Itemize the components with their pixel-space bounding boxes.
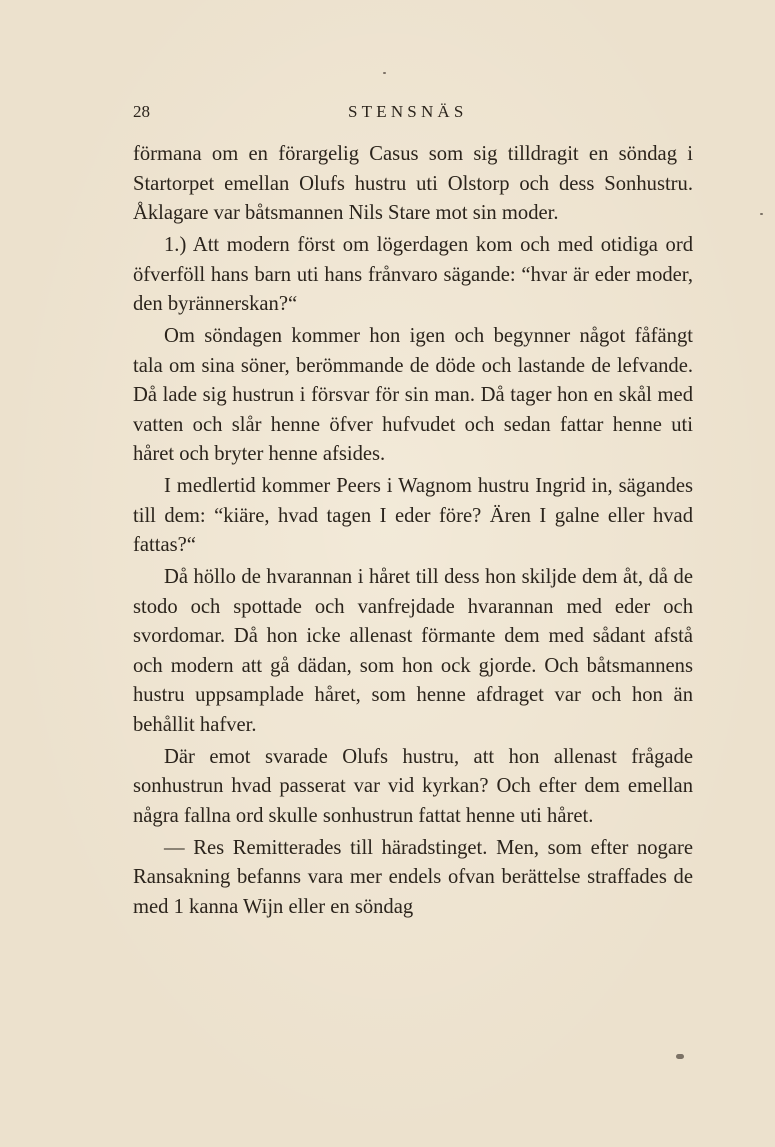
paragraph: — Res Remitterades till häradstinget. Men, som efter nogare Ransakning befanns vara mer endels ofvan berättelse straffades de med 1 kanna Wijn eller en söndag <box>133 836 693 918</box>
paragraph: 1.) Att modern först om lögerdagen kom och med otidiga ord öfverföll hans barn uti hans frånvaro sägande: “hvar är eder moder, den byrännerskan?“ <box>133 234 693 315</box>
paragraph: Där emot svarade Olufs hustru, att hon allenast frågade sonhustrun hvad passerat var vid kyrkan? Och efter dem emellan några fallna ord skulle sonhustrun fattat henne uti håret. <box>133 745 693 827</box>
paragraph: Då höllo de hvarannan i håret till dess hon skiljde dem åt, då de stodo och spottade och vanfrejdade hvarannan med eder och svordomar. Då hon icke allenast förmante dem med sådant afstå och modern att gå dädan, som hon ock gjorde. Och båtsmannens hustru uppsamplade håret, som henne afdraget var och hon än behållit hafver. <box>133 566 693 736</box>
running-title: STENSNÄS <box>348 102 468 121</box>
print-speck <box>676 1054 684 1059</box>
paragraph: förmana om en förargelig Casus som sig tilldragit en söndag i Startorpet emellan Olufs hustru uti Olstorp och dess Sonhustru. Åklagare var båtsmannen Nils Stare mot sin moder. <box>133 143 693 224</box>
page-header <box>133 102 693 128</box>
page-number: 28 <box>133 102 150 121</box>
print-speck <box>383 72 386 74</box>
body-text <box>133 140 693 925</box>
print-speck <box>760 213 763 215</box>
paragraph: I medlertid kommer Peers i Wagnom hustru Ingrid in, sägandes till dem: “kiäre, hvad tagen I eder före? Ären I galne eller hvad fattas?“ <box>133 475 693 556</box>
paragraph: Om söndagen kommer hon igen och begynner något fåfängt tala om sina söner, berömmande de döde och lastande de lefvande. Då lade sig hustrun i försvar för sin man. Då tager hon en skål med vatten och slår henne öfver hufvudet och sedan fattar henne uti håret och bryter henne afsides. <box>133 325 693 465</box>
